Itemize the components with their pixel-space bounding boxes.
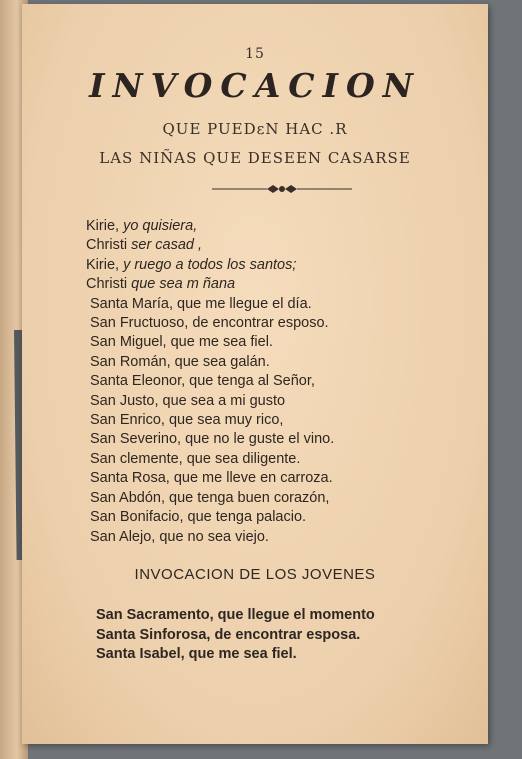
verse-line: San Abdón, que tenga buen corazón,	[90, 489, 330, 506]
youth-invocation-verses	[96, 606, 375, 665]
page-title: INVOCACION	[89, 66, 421, 105]
verse-line: San Justo, que sea a mi gusto	[90, 392, 286, 409]
verse-line: San Fructuoso, de encontrar esposo.	[90, 315, 329, 332]
book-page	[22, 4, 488, 744]
invocation-verses	[86, 217, 334, 547]
verse-line: Christi que sea m ñana	[86, 276, 236, 293]
verse-line: San Miguel, que me sea fiel.	[90, 334, 273, 351]
verse-line: Santa Rosa, que me lleve en carroza.	[90, 470, 333, 487]
subtitle-line-2: LAS NIÑAS QUE DESEEN CASARSE	[99, 149, 411, 167]
verse-line: Kirie, y ruego a todos los santos;	[86, 256, 297, 273]
verse-line: Santa María, que me llegue el día.	[90, 295, 312, 312]
verse-line: San Alejo, que no sea viejo.	[90, 528, 269, 545]
verse-line: San Severino, que no le guste el vino.	[90, 431, 335, 448]
verse-line: San Bonifacio, que tenga palacio.	[90, 509, 307, 526]
subtitle-line-1: QUE PUEDεN HAC .R	[162, 120, 348, 138]
verse-line: Kirie, yo quisiera,	[86, 218, 198, 234]
verse-line: San Sacramento, que llegue el momento	[96, 607, 375, 623]
ornament-divider-icon	[212, 183, 352, 195]
verse-line: Santa Isabel, que me sea fiel.	[96, 646, 297, 662]
verse-line: San clemente, que sea diligente.	[90, 450, 301, 467]
verse-line: San Enrico, que sea muy rico,	[90, 412, 284, 429]
page-number: 15	[245, 46, 265, 62]
verse-line: Santa Eleonor, que tenga al Señor,	[90, 373, 315, 390]
section-heading: INVOCACION DE LOS JOVENES	[134, 566, 376, 583]
verse-line: Christi ser casad ,	[86, 237, 203, 254]
verse-line: San Román, que sea galán.	[90, 353, 270, 370]
verse-line: Santa Sinforosa, de encontrar esposa.	[96, 626, 361, 643]
